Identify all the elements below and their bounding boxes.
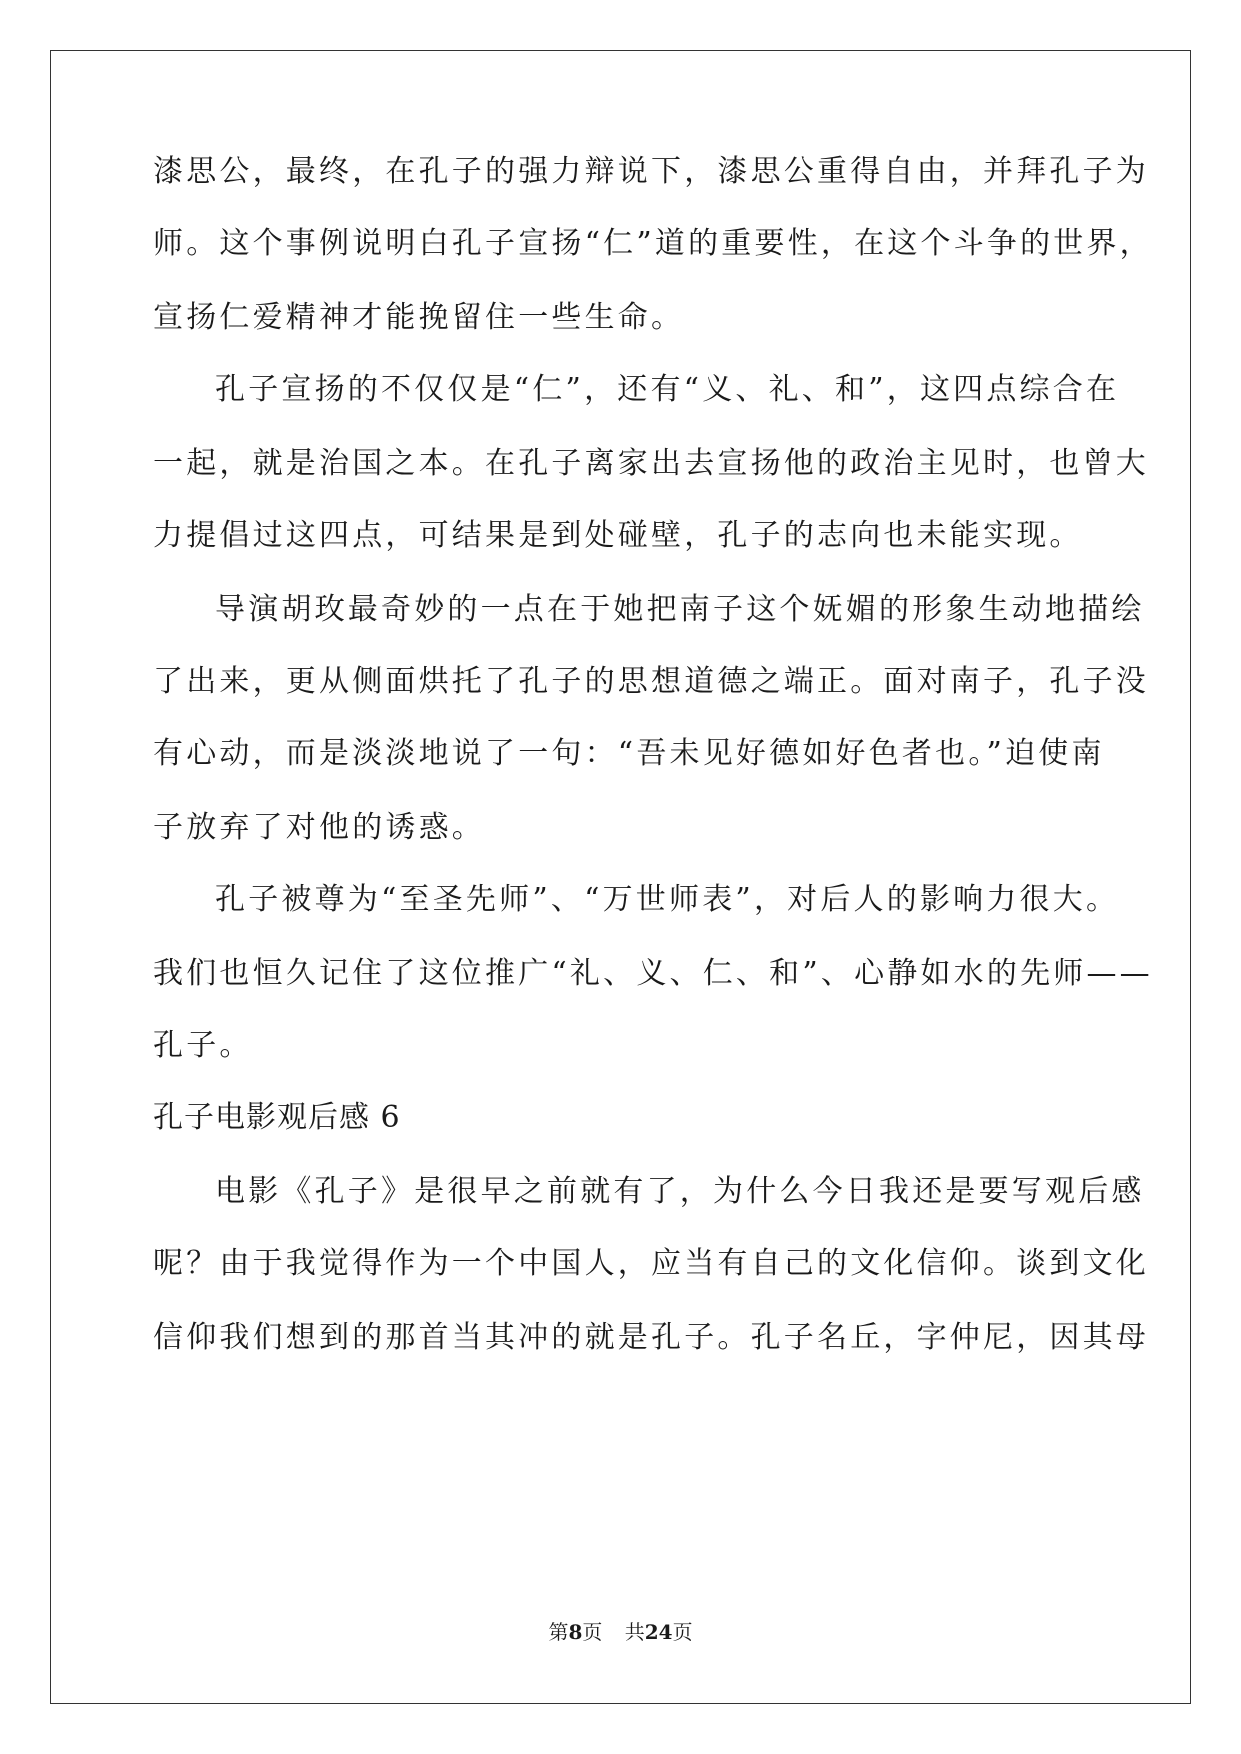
paragraph-line: 师。这个事例说明白孔子宣扬“仁”道的重要性，在这个斗争的世界， [153, 226, 1153, 261]
page-indicator [548, 1620, 608, 1644]
page-border [50, 50, 1191, 1704]
paragraph-line: 漆思公，最终，在孔子的强力辩说下，漆思公重得自由，并拜孔子为 [153, 154, 1149, 189]
paragraph-line: 了出来，更从侧面烘托了孔子的思想道德之端正。面对南子，孔子没 [153, 664, 1149, 699]
paragraph-line: 孔子被尊为“至圣先师”、“万世师表”，对后人的影响力很大。 [215, 882, 1120, 917]
paragraph-line: 导演胡玫最奇妙的一点在于她把南子这个妩媚的形象生动地描绘 [215, 592, 1145, 627]
paragraph-line: 力提倡过这四点，可结果是到处碰壁，孔子的志向也未能实现。 [153, 518, 1083, 553]
page-prefix: 第 [548, 1620, 569, 1644]
paragraph-line: 信仰我们想到的那首当其冲的就是孔子。孔子名丘，字仲尼，因其母 [153, 1320, 1149, 1355]
paragraph-line: 呢？由于我觉得作为一个中国人，应当有自己的文化信仰。谈到文化 [153, 1246, 1149, 1281]
paragraph-line: 宣扬仁爱精神才能挽留住一些生命。 [153, 300, 685, 335]
page-number: 8 [568, 1620, 583, 1644]
paragraph-line: 有心动，而是淡淡地说了一句：“吾未见好德如好色者也。”迫使南 [153, 736, 1105, 771]
page-footer [0, 1620, 1241, 1644]
section-heading: 孔子电影观后感 6 [153, 1100, 401, 1135]
paragraph-line: 子放弃了对他的诱惑。 [153, 810, 485, 845]
total-pages-indicator [625, 1620, 693, 1644]
paragraph-line: 我们也恒久记住了这位推广“礼、义、仁、和”、心静如水的先师—— [153, 956, 1153, 991]
paragraph-line: 电影《孔子》是很早之前就有了，为什么今日我还是要写观后感 [215, 1174, 1145, 1209]
paragraph-line: 孔子宣扬的不仅仅是“仁”，还有“义、礼、和”，这四点综合在 [215, 372, 1120, 407]
paragraph-line: 孔子。 [153, 1028, 253, 1063]
total-pages: 24 [644, 1620, 673, 1644]
total-prefix: 共 [624, 1620, 645, 1644]
page-suffix: 页 [582, 1620, 603, 1644]
total-suffix: 页 [672, 1620, 693, 1644]
paragraph-line: 一起，就是治国之本。在孔子离家出去宣扬他的政治主见时，也曾大 [153, 446, 1149, 481]
